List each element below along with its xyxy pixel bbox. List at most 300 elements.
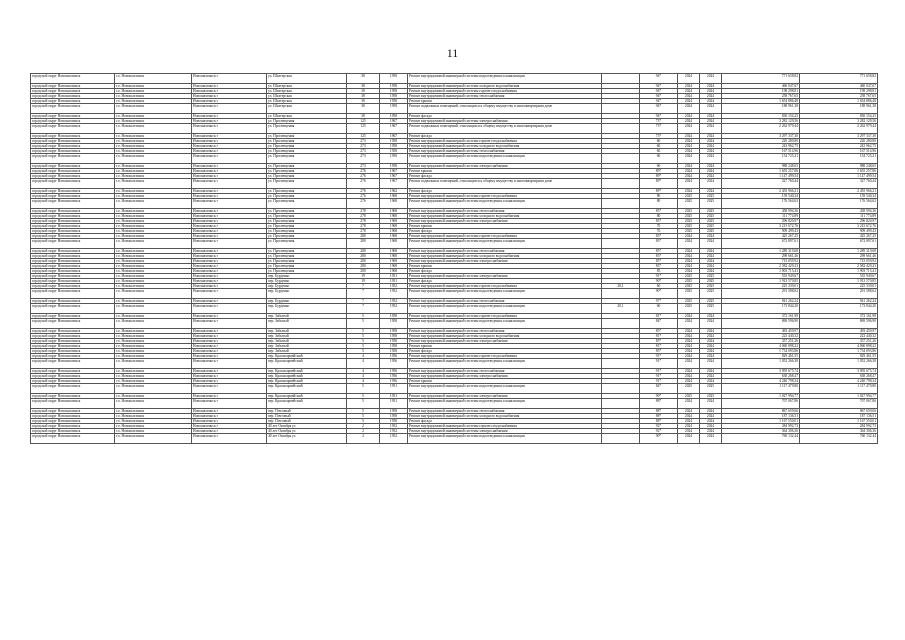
district-cell: г.о. Новошахтинск	[115, 119, 192, 124]
year-from-cell: 2025	[678, 194, 700, 199]
house-number-cell: 38	[347, 104, 380, 114]
house-number-cell: 5	[347, 419, 380, 424]
table-row	[31, 124, 878, 134]
table-row	[31, 304, 878, 314]
wear-cell: 73*	[640, 119, 678, 124]
cost-cell: 771 658,82	[722, 74, 800, 84]
street-cell: 40 лет Октября ул	[267, 424, 347, 429]
wear-cell: 92*	[640, 429, 678, 434]
house-number-cell: 4	[347, 354, 380, 359]
year-from-cell: 2024	[678, 334, 700, 339]
district-cell: г.о. Новошахтинск	[115, 329, 192, 334]
year-built-cell: 1967	[380, 174, 408, 179]
municipality-cell: городской округ Новошахтинск	[31, 384, 115, 394]
district-cell: г.о. Новошахтинск	[115, 274, 192, 279]
district-cell: г.о. Новошахтинск	[115, 94, 192, 99]
wear-cell: 94*	[640, 114, 678, 119]
total-cost-cell: 2 262 979,44	[800, 124, 878, 134]
house-number-cell: 273	[347, 164, 380, 169]
house-number-cell: 276	[347, 194, 380, 199]
district-cell: г.о. Новошахтинск	[115, 414, 192, 419]
year-from-cell: 2024	[678, 234, 700, 239]
wear-cell: 94*	[640, 84, 678, 89]
extra-cell	[602, 104, 640, 114]
street-cell: ул. Просвещения	[267, 269, 347, 274]
total-cost-cell: 372 161,98	[800, 314, 878, 319]
cost-cell: 760 132,44	[722, 434, 800, 444]
total-cost-cell: 715 059,92	[800, 259, 878, 264]
cost-cell: 1 289 319,68	[722, 249, 800, 254]
total-cost-cell: 760 132,44	[800, 434, 878, 444]
house-number-cell: 280	[347, 259, 380, 264]
street-cell: ул. Шахтерская	[267, 84, 347, 89]
cost-cell: 198 298,81	[722, 89, 800, 94]
extra-cell	[602, 154, 640, 164]
district-cell: г.о. Новошахтинск	[115, 144, 192, 149]
municipality-cell: городской округ Новошахтинск	[31, 329, 115, 334]
total-cost-cell: 154 725,21	[800, 154, 878, 164]
year-to-cell: 2024	[700, 164, 722, 169]
municipality-cell: городской округ Новошахтинск	[31, 349, 115, 354]
house-number-cell: 5	[347, 409, 380, 414]
locality-cell: Новошахтинск г	[192, 344, 267, 349]
work-type-cell: Ремонт внутридомовой инженерной системы горячего водоснабжения	[408, 314, 602, 319]
work-type-cell: Ремонт внутридомовой инженерной системы электроснабжения	[408, 374, 602, 379]
municipality-cell: городской округ Новошахтинск	[31, 344, 115, 349]
year-built-cell: 1968	[380, 264, 408, 269]
year-to-cell: 2025	[700, 384, 722, 394]
street-cell: ул. Просвещения	[267, 179, 347, 189]
year-to-cell: 2024	[700, 104, 722, 114]
house-number-cell: 280	[347, 249, 380, 254]
street-cell: ул. Просвещения	[267, 124, 347, 134]
locality-cell: Новошахтинск г	[192, 339, 267, 344]
year-from-cell: 2024	[678, 119, 700, 124]
year-to-cell: 2024	[700, 344, 722, 349]
municipality-cell: городской округ Новошахтинск	[31, 149, 115, 154]
locality-cell: Новошахтинск г	[192, 354, 267, 359]
year-built-cell: 1967	[380, 169, 408, 174]
cost-cell: 167 514,96	[722, 149, 800, 154]
wear-cell: 90*	[640, 289, 678, 299]
year-built-cell: 1958	[380, 144, 408, 149]
year-built-cell: 1958	[380, 89, 408, 94]
year-to-cell: 2024	[700, 429, 722, 434]
cost-cell: 425 267,25	[722, 234, 800, 239]
total-cost-cell: 327 760,44	[800, 179, 878, 189]
table-row	[31, 399, 878, 409]
year-from-cell: 2024	[678, 154, 700, 164]
house-number-cell: 38	[347, 99, 380, 104]
year-built-cell: 1952	[380, 424, 408, 429]
municipality-cell: городской округ Новошахтинск	[31, 174, 115, 179]
locality-cell: Новошахтинск г	[192, 249, 267, 254]
work-type-cell: Ремонт внутридомовой инженерной системы водоотведения и канализации	[408, 304, 602, 314]
table-row	[31, 74, 878, 84]
year-from-cell: 2024	[678, 84, 700, 89]
year-from-cell: 2024	[678, 319, 700, 329]
district-cell: г.о. Новошахтинск	[115, 89, 192, 94]
year-from-cell: 2025	[678, 304, 700, 314]
wear-cell: 60	[640, 304, 678, 314]
wear-cell: 88*	[640, 409, 678, 414]
house-number-cell: 5	[347, 319, 380, 329]
year-built-cell: 1952	[380, 429, 408, 434]
street-cell: пер. Забытый	[267, 349, 347, 354]
locality-cell: Новошахтинск г	[192, 194, 267, 199]
municipality-cell: городской округ Новошахтинск	[31, 104, 115, 114]
year-from-cell: 2024	[678, 269, 700, 274]
year-from-cell: 2024	[678, 74, 700, 84]
table-row	[31, 239, 878, 249]
wear-cell: 92*	[640, 424, 678, 429]
total-cost-cell: 707 067,86	[800, 399, 878, 409]
street-cell: ул. Шахтерская	[267, 89, 347, 94]
house-number-cell: 278	[347, 214, 380, 219]
extra-cell	[602, 74, 640, 84]
year-to-cell: 2024	[700, 84, 722, 89]
locality-cell: Новошахтинск г	[192, 149, 267, 154]
year-built-cell: 1951	[380, 274, 408, 279]
cost-cell: 1 027 994,77	[722, 394, 800, 399]
district-cell: г.о. Новошахтинск	[115, 124, 192, 134]
year-to-cell: 2024	[700, 269, 722, 274]
year-to-cell: 2024	[700, 249, 722, 254]
municipality-cell: городской округ Новошахтинск	[31, 139, 115, 144]
work-type-cell: Ремонт крыши	[408, 99, 602, 104]
year-built-cell: 1968	[380, 214, 408, 219]
work-type-cell: Ремонт внутридомовой инженерной системы теплоснабжения	[408, 329, 602, 334]
work-type-cell: Ремонт крыши	[408, 169, 602, 174]
year-to-cell: 2024	[700, 329, 722, 334]
wear-cell: 84*	[640, 384, 678, 394]
house-number-cell: 276	[347, 174, 380, 179]
wear-cell: 85	[640, 269, 678, 274]
extra-cell	[602, 179, 640, 189]
work-type-cell: Ремонт внутридомовой инженерной системы водоотведения и канализации	[408, 74, 602, 84]
locality-cell: Новошахтинск г	[192, 219, 267, 224]
work-type-cell: Ремонт внутридомовой инженерной системы электроснабжения	[408, 219, 602, 224]
cost-cell: 2 262 979,44	[722, 124, 800, 134]
extra-cell	[602, 289, 640, 299]
house-number-cell: 273	[347, 144, 380, 149]
locality-cell: Новошахтинск г	[192, 264, 267, 269]
year-built-cell: 1958	[380, 414, 408, 419]
street-cell: ул. Просвещения	[267, 189, 347, 194]
wear-cell: 91*	[640, 274, 678, 279]
wear-cell: 89*	[640, 169, 678, 174]
total-cost-cell: 1 147 499,54	[800, 174, 878, 179]
street-cell: ул. Шахтерская	[267, 104, 347, 114]
wear-cell: 80	[640, 194, 678, 199]
street-cell: пер. Забытый	[267, 339, 347, 344]
wear-cell: 85*	[640, 219, 678, 224]
locality-cell: Новошахтинск г	[192, 314, 267, 319]
total-cost-cell: 4 240 798,34	[800, 379, 878, 384]
wear-cell: 89*	[640, 179, 678, 189]
year-from-cell: 2024	[678, 169, 700, 174]
year-from-cell: 2025	[678, 289, 700, 299]
total-cost-cell: 941 262,24	[800, 299, 878, 304]
year-from-cell: 2025	[678, 274, 700, 279]
work-type-cell: Ремонт внутридомовой инженерной системы холодного водоснабжения	[408, 144, 602, 149]
work-type-cell: Ремонт крыши	[408, 224, 602, 229]
total-cost-cell: 364 306,36	[800, 429, 878, 434]
year-to-cell: 2024	[700, 134, 722, 139]
cost-cell: 296 820,97	[722, 219, 800, 224]
cost-cell: 2 582 429,23	[722, 264, 800, 269]
district-cell: г.о. Новошахтинск	[115, 199, 192, 209]
total-cost-cell: 672 897,61	[800, 239, 878, 249]
cost-cell: 1 903 715,41	[722, 269, 800, 274]
work-type-cell: Ремонт внутридомовой инженерной системы водоотведения и канализации	[408, 289, 602, 299]
district-cell: г.о. Новошахтинск	[115, 179, 192, 189]
wear-cell: 85*	[640, 349, 678, 354]
cost-cell: 298 661,46	[722, 254, 800, 259]
municipality-cell: городской округ Новошахтинск	[31, 119, 115, 124]
district-cell: г.о. Новошахтинск	[115, 169, 192, 174]
year-from-cell: 2024	[678, 429, 700, 434]
street-cell: ул. Просвещения	[267, 169, 347, 174]
wear-cell: 91*	[640, 379, 678, 384]
total-cost-cell: 4 060 898,22	[800, 344, 878, 349]
district-cell: г.о. Новошахтинск	[115, 189, 192, 194]
locality-cell: Новошахтинск г	[192, 359, 267, 369]
street-cell: ул. Просвещения	[267, 119, 347, 124]
cost-cell: 173 844,20	[722, 304, 800, 314]
street-cell: пер. Забытый	[267, 314, 347, 319]
cost-cell: 357 251,26	[722, 339, 800, 344]
locality-cell: Новошахтинск г	[192, 284, 267, 289]
table-row	[31, 179, 878, 189]
year-to-cell: 2024	[700, 259, 722, 264]
district-cell: г.о. Новошахтинск	[115, 174, 192, 179]
year-to-cell: 2024	[700, 234, 722, 239]
municipality-cell: городской округ Новошахтинск	[31, 189, 115, 194]
year-built-cell: 1958	[380, 74, 408, 84]
cost-cell: 4 240 798,34	[722, 379, 800, 384]
year-to-cell: 2024	[700, 189, 722, 194]
locality-cell: Новошахтинск г	[192, 394, 267, 399]
year-built-cell: 1958	[380, 314, 408, 319]
year-from-cell: 2025	[678, 384, 700, 394]
year-from-cell: 2024	[678, 174, 700, 179]
year-built-cell: 1958	[380, 334, 408, 339]
house-number-cell: 38	[347, 89, 380, 94]
street-cell: ул. Шахтерская	[267, 99, 347, 104]
wear-cell: 80	[640, 199, 678, 209]
year-to-cell: 2025	[700, 199, 722, 209]
wear-cell: 85*	[640, 259, 678, 264]
work-type-cell: Ремонт внутридомовой инженерной системы горячего водоснабжения	[408, 89, 602, 94]
year-from-cell: 2024	[678, 179, 700, 189]
wear-cell: 60	[640, 144, 678, 149]
year-from-cell: 2024	[678, 124, 700, 134]
municipality-cell: городской округ Новошахтинск	[31, 274, 115, 279]
year-to-cell: 2024	[700, 354, 722, 359]
year-to-cell: 2024	[700, 114, 722, 119]
year-to-cell: 2024	[700, 334, 722, 339]
house-number-cell: 7	[347, 299, 380, 304]
total-cost-cell: 425 267,25	[800, 234, 878, 239]
locality-cell: Новошахтинск г	[192, 379, 267, 384]
street-cell: 40 лет Октября ул	[267, 434, 347, 444]
year-built-cell: 1956	[380, 374, 408, 379]
year-from-cell: 2024	[678, 414, 700, 419]
year-from-cell: 2024	[678, 419, 700, 424]
locality-cell: Новошахтинск г	[192, 424, 267, 429]
municipality-cell: городской округ Новошахтинск	[31, 249, 115, 254]
year-from-cell: 2024	[678, 349, 700, 354]
year-built-cell: 1958	[380, 149, 408, 154]
work-type-cell: Ремонт фасада	[408, 114, 602, 119]
locality-cell: Новошахтинск г	[192, 154, 267, 164]
cost-cell: 829 461,55	[722, 354, 800, 359]
total-cost-cell: 829 461,55	[800, 354, 878, 359]
total-cost-cell: 284 992,73	[800, 424, 878, 429]
year-to-cell: 2024	[700, 139, 722, 144]
cost-cell: 220 280,80	[722, 139, 800, 144]
year-built-cell: 1968	[380, 254, 408, 259]
district-cell: г.о. Новошахтинск	[115, 384, 192, 394]
house-number-cell: 7	[347, 304, 380, 314]
cost-cell: 1 117 479,80	[722, 384, 800, 394]
municipality-cell: городской округ Новошахтинск	[31, 394, 115, 399]
street-cell: пер. Красноармейский	[267, 384, 347, 394]
year-to-cell: 2024	[700, 74, 722, 84]
house-number-cell: 4	[347, 374, 380, 379]
total-cost-cell: 187 136,51	[800, 414, 878, 419]
district-cell: г.о. Новошахтинск	[115, 104, 192, 114]
total-cost-cell: 198 298,81	[800, 89, 878, 94]
municipality-cell: городской округ Новошахтинск	[31, 114, 115, 119]
total-cost-cell: 638 268,47	[800, 374, 878, 379]
municipality-cell: городской округ Новошахтинск	[31, 194, 115, 199]
work-type-cell: Ремонт внутридомовой инженерной системы горячего водоснабжения	[408, 284, 602, 289]
cost-cell: 176 564,62	[722, 199, 800, 209]
cost-cell: 159 540,34	[722, 194, 800, 199]
locality-cell: Новошахтинск г	[192, 199, 267, 209]
total-cost-cell: 2 455 966,21	[800, 189, 878, 194]
wear-cell: 91*	[640, 369, 678, 374]
total-cost-cell: 830 154,25	[800, 114, 878, 119]
cost-cell: 493 459,97	[722, 329, 800, 334]
year-from-cell: 2024	[678, 264, 700, 269]
district-cell: г.о. Новошахтинск	[115, 194, 192, 199]
house-number-cell: 280	[347, 269, 380, 274]
cost-cell: 1 913 570,85	[722, 279, 800, 284]
municipality-cell: городской округ Новошахтинск	[31, 299, 115, 304]
capital-repair-table	[30, 73, 878, 444]
house-number-cell: 278	[347, 224, 380, 229]
locality-cell: Новошахтинск г	[192, 409, 267, 414]
year-built-cell: 1968	[380, 269, 408, 274]
year-from-cell: 2024	[678, 89, 700, 94]
total-cost-cell: 1 654 886,48	[800, 99, 878, 104]
year-from-cell: 2024	[678, 99, 700, 104]
house-number-cell: 5	[347, 394, 380, 399]
year-to-cell: 2024	[700, 239, 722, 249]
work-type-cell: Ремонт внутридомовой инженерной системы водоотведения и канализации	[408, 434, 602, 444]
wear-cell: 88*	[640, 414, 678, 419]
locality-cell: Новошахтинск г	[192, 239, 267, 249]
municipality-cell: городской округ Новошахтинск	[31, 144, 115, 149]
year-from-cell: 2024	[678, 239, 700, 249]
locality-cell: Новошахтинск г	[192, 329, 267, 334]
cost-cell: 225 339,01	[722, 284, 800, 289]
district-cell: г.о. Новошахтинск	[115, 114, 192, 119]
street-cell: ул. Просвещения	[267, 229, 347, 234]
cost-cell: 1 655 257,86	[722, 169, 800, 174]
district-cell: г.о. Новошахтинск	[115, 164, 192, 169]
street-cell: пер. Забытый	[267, 329, 347, 334]
year-to-cell: 2025	[700, 229, 722, 234]
year-to-cell: 2024	[700, 409, 722, 414]
total-cost-cell: 357 251,26	[800, 339, 878, 344]
district-cell: г.о. Новошахтинск	[115, 429, 192, 434]
year-built-cell: 1956	[380, 369, 408, 374]
municipality-cell: городской округ Новошахтинск	[31, 234, 115, 239]
wear-cell: 73*	[640, 134, 678, 139]
municipality-cell: городской округ Новошахтинск	[31, 259, 115, 264]
street-cell: ул. Просвещения	[267, 264, 347, 269]
work-type-cell: Ремонт внутридомовой инженерной системы теплоснабжения	[408, 299, 602, 304]
total-cost-cell: 535 949,67	[800, 274, 878, 279]
locality-cell: Новошахтинск г	[192, 74, 267, 84]
district-cell: г.о. Новошахтинск	[115, 99, 192, 104]
street-cell: пер. Забытый	[267, 319, 347, 329]
cost-cell: 715 059,92	[722, 259, 800, 264]
wear-cell: 91*	[640, 359, 678, 369]
house-number-cell: 125	[347, 119, 380, 124]
cost-cell: 1 147 499,54	[722, 174, 800, 179]
year-from-cell: 2025	[678, 219, 700, 224]
work-type-cell: Ремонт крыши	[408, 379, 602, 384]
wear-cell: 83*	[640, 234, 678, 239]
year-built-cell: 1968	[380, 219, 408, 224]
year-from-cell: 2024	[678, 259, 700, 264]
cost-cell: 364 306,36	[722, 429, 800, 434]
year-to-cell: 2024	[700, 374, 722, 379]
cost-cell: 3 215 672,76	[722, 224, 800, 229]
year-built-cell: 1968	[380, 194, 408, 199]
work-type-cell: Ремонт фасада	[408, 349, 602, 354]
wear-cell: 83*	[640, 264, 678, 269]
work-type-cell: Ремонт внутридомовой инженерной системы горячего водоснабжения	[408, 234, 602, 239]
year-built-cell: 1968	[380, 249, 408, 254]
wear-cell: 89*	[640, 189, 678, 194]
wear-cell: 60	[640, 139, 678, 144]
year-built-cell: 1967	[380, 134, 408, 139]
locality-cell: Новошахтинск г	[192, 209, 267, 214]
cost-cell: 3 282 129,56	[722, 119, 800, 124]
year-from-cell: 2024	[678, 189, 700, 194]
year-built-cell: 1958	[380, 99, 408, 104]
year-built-cell: 1958	[380, 409, 408, 414]
municipality-cell: городской округ Новошахтинск	[31, 409, 115, 414]
work-type-cell: Ремонт внутридомовой инженерной системы теплоснабжения	[408, 209, 602, 214]
municipality-cell: городской округ Новошахтинск	[31, 74, 115, 84]
house-number-cell: 5	[347, 339, 380, 344]
district-cell: г.о. Новошахтинск	[115, 269, 192, 274]
wear-cell: 94*	[640, 99, 678, 104]
total-cost-cell: 173 844,20	[800, 304, 878, 314]
district-cell: г.о. Новошахтинск	[115, 219, 192, 224]
year-built-cell: 1958	[380, 419, 408, 424]
cost-cell: 707 067,86	[722, 399, 800, 409]
street-cell: пер. Почтовый	[267, 409, 347, 414]
total-cost-cell: 3 095 675,74	[800, 369, 878, 374]
